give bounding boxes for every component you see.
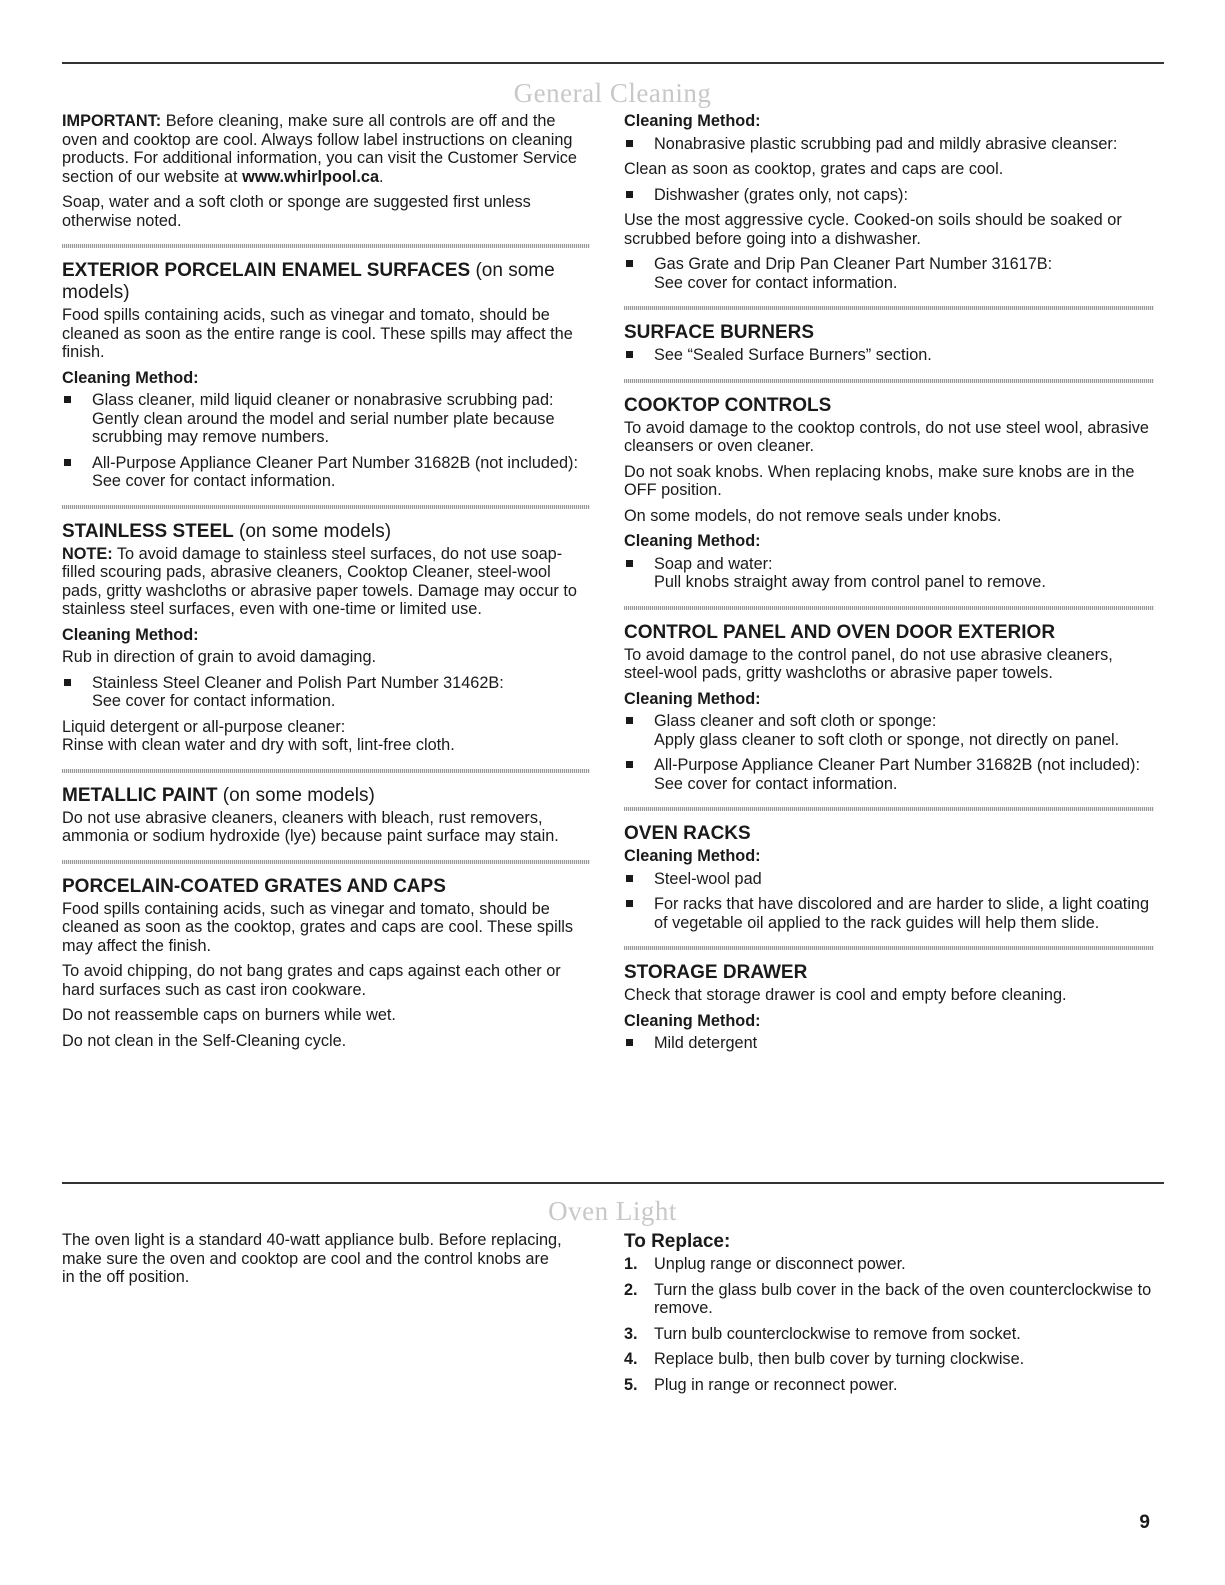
step-text: Turn bulb counterclockwise to remove from socket. bbox=[654, 1324, 1021, 1343]
divider bbox=[62, 860, 590, 864]
item-text: Nonabrasive plastic scrubbing pad and mildly abrasive cleanser: bbox=[654, 134, 1118, 153]
bullet-icon bbox=[626, 761, 633, 768]
exterior-heading bbox=[62, 260, 590, 304]
bullet-icon bbox=[626, 717, 633, 724]
note-label: NOTE: bbox=[62, 544, 113, 563]
stainless-heading bbox=[62, 521, 590, 543]
website-link[interactable]: www.whirlpool.ca bbox=[242, 167, 380, 186]
item-text: See “Sealed Surface Burners” section. bbox=[654, 346, 932, 364]
exterior-text: Food spills containing acids, such as vinegar and tomato, should be cleaned as soon as the entire range is cool. These spills may affect the finish. bbox=[62, 306, 573, 361]
important-paragraph bbox=[62, 112, 590, 186]
soap-paragraph: Soap, water and a soft cloth or sponge are suggested first unless otherwise noted. bbox=[62, 193, 531, 230]
step-item bbox=[624, 1350, 1154, 1369]
liquid-line: Liquid detergent or all-purpose cleaner: bbox=[62, 717, 346, 736]
list-item bbox=[62, 454, 590, 491]
porcelain-grates-heading: PORCELAIN-COATED GRATES AND CAPS bbox=[62, 875, 446, 897]
grates-text-1: Food spills containing acids, such as vinegar and tomato, should be cleaned as soon as the cooktop, grates and caps are cool. These spills may affect the finish. bbox=[62, 899, 574, 955]
grates-text-3: Do not reassemble caps on burners while wet. bbox=[62, 1006, 396, 1024]
list-item bbox=[624, 186, 1154, 205]
list-item bbox=[624, 555, 1154, 592]
item-text: Dishwasher (grates only, not caps): bbox=[654, 185, 908, 204]
general-cleaning-title: General Cleaning bbox=[513, 78, 712, 108]
note-text: To avoid damage to stainless steel surfaces, do not use soap-filled scouring pads, abrasive cleaners, Cooktop Cleaner, steel-wool pads, gritty washcloths or abrasive paper towels. Damage may occur to stainless steel surfaces, even with one-time or limited use. bbox=[62, 544, 577, 618]
step-number: 2. bbox=[624, 1280, 638, 1299]
bullet-icon bbox=[626, 351, 633, 358]
exterior-heading-bold: EXTERIOR PORCELAIN ENAMEL SURFACES bbox=[62, 260, 471, 281]
item-note: See cover for contact information. bbox=[654, 774, 898, 793]
item-note: Apply glass cleaner to soft cloth or sponge, not directly on panel. bbox=[654, 730, 1120, 749]
list-item bbox=[624, 756, 1154, 793]
list-item bbox=[62, 391, 590, 447]
step-text: Plug in range or reconnect power. bbox=[654, 1375, 898, 1394]
list-item bbox=[624, 712, 1154, 749]
item-note: See cover for contact information. bbox=[92, 692, 336, 710]
step-item bbox=[624, 1325, 1154, 1344]
rub-text: Rub in direction of grain to avoid damaging. bbox=[62, 648, 377, 666]
item-text: Gas Grate and Drip Pan Cleaner Part Number 31617B: bbox=[654, 255, 1053, 273]
bullet-icon bbox=[626, 875, 633, 882]
step-item bbox=[624, 1281, 1154, 1318]
list-item bbox=[624, 135, 1154, 154]
list-item bbox=[624, 870, 1154, 889]
bullet-icon bbox=[626, 1039, 633, 1046]
right-column bbox=[624, 112, 1154, 1060]
control-panel-method-label: Cleaning Method: bbox=[624, 689, 761, 708]
bullet-icon bbox=[64, 459, 71, 466]
metallic-heading-bold: METALLIC PAINT bbox=[62, 784, 218, 806]
replace-heading: To Replace: bbox=[624, 1231, 731, 1252]
surface-burners-heading: SURFACE BURNERS bbox=[624, 322, 815, 343]
list-item bbox=[624, 255, 1154, 292]
important-label: IMPORTANT: bbox=[62, 112, 162, 130]
left-column bbox=[62, 112, 590, 1057]
stainless-heading-bold: STAINLESS STEEL bbox=[62, 520, 234, 542]
replace-steps bbox=[624, 1255, 1154, 1394]
oven-light-left bbox=[62, 1231, 562, 1294]
step-item bbox=[624, 1255, 1154, 1274]
important-text: Before cleaning, make sure all controls are off and the oven and cooktop are cool. Always follow label instructions on cleaning products. For additional information, you can visit the Customer Service section of our website at bbox=[62, 112, 577, 186]
item-text: All-Purpose Appliance Cleaner Part Number 31682B (not included): bbox=[92, 453, 578, 472]
storage-method-label: Cleaning Method: bbox=[624, 1011, 761, 1030]
cooktop-method-label: Cleaning Method: bbox=[624, 532, 761, 550]
divider bbox=[624, 606, 1154, 610]
divider bbox=[624, 946, 1154, 950]
bullet-icon bbox=[626, 900, 633, 907]
metallic-heading bbox=[62, 785, 590, 807]
cooktop-text-2: Do not soak knobs. When replacing knobs, make sure knobs are in the OFF position. bbox=[624, 462, 1135, 499]
bullet-icon bbox=[64, 679, 71, 686]
control-panel-heading: CONTROL PANEL AND OVEN DOOR EXTERIOR bbox=[624, 621, 1056, 643]
divider bbox=[624, 306, 1154, 310]
liquid-text bbox=[62, 718, 590, 755]
control-panel-text: To avoid damage to the control panel, do not use abrasive cleaners, steel-wool pads, gritty washcloths or abrasive paper towels. bbox=[624, 645, 1113, 682]
divider bbox=[62, 769, 590, 773]
list-item bbox=[624, 895, 1154, 932]
cooktop-text-1: To avoid damage to the cooktop controls, do not use steel wool, abrasive cleansers or oven cleaner. bbox=[624, 418, 1149, 455]
bullet-icon bbox=[626, 191, 633, 198]
item-text: For racks that have discolored and are harder to slide, a light coating of vegetable oil applied to the rack guides will help them slide. bbox=[654, 895, 1150, 932]
list-item bbox=[624, 1034, 1154, 1053]
grates-text-4: Do not clean in the Self-Cleaning cycle. bbox=[62, 1031, 347, 1050]
step-text: Unplug range or disconnect power. bbox=[654, 1255, 906, 1273]
item-note: See cover for contact information. bbox=[92, 472, 336, 490]
oven-light-title: Oven Light bbox=[548, 1196, 677, 1226]
step-number: 3. bbox=[624, 1324, 638, 1343]
oven-racks-heading: OVEN RACKS bbox=[624, 823, 751, 844]
grates-text-2: To avoid chipping, do not bang grates and caps against each other or hard surfaces such as cast iron cookware. bbox=[62, 962, 561, 999]
oven-light-rule bbox=[62, 1182, 1164, 1184]
storage-drawer-heading: STORAGE DRAWER bbox=[624, 962, 808, 983]
item-text: Mild detergent bbox=[654, 1034, 758, 1052]
item-text: Stainless Steel Cleaner and Polish Part Number 31462B: bbox=[92, 673, 504, 692]
storage-text: Check that storage drawer is cool and empty before cleaning. bbox=[624, 986, 1067, 1004]
stainless-heading-light: (on some models) bbox=[233, 520, 392, 542]
website-end: . bbox=[379, 167, 384, 186]
page-number: 9 bbox=[1139, 1512, 1150, 1533]
step-text: Turn the glass bulb cover in the back of the oven counterclockwise to remove. bbox=[654, 1280, 1152, 1317]
oven-racks-method-label: Cleaning Method: bbox=[624, 847, 761, 865]
step-text: Replace bulb, then bulb cover by turning clockwise. bbox=[654, 1350, 1025, 1368]
item-note: Pull knobs straight away from control panel to remove. bbox=[654, 573, 1046, 591]
item-note: Use the most aggressive cycle. Cooked-on soils should be soaked or scrubbed before going into a dishwasher. bbox=[624, 211, 1122, 248]
exterior-heading-light: (on some models) bbox=[62, 260, 555, 303]
metallic-text: Do not use abrasive cleaners, cleaners with bleach, rust removers, ammonia or sodium hydroxide (lye) because paint surface may stain. bbox=[62, 808, 559, 845]
divider bbox=[62, 244, 590, 248]
divider bbox=[624, 379, 1154, 383]
item-note: See cover for contact information. bbox=[654, 273, 898, 292]
item-text: Glass cleaner and soft cloth or sponge: bbox=[654, 712, 937, 730]
item-note: Clean as soon as cooktop, grates and caps are cool. bbox=[624, 160, 1004, 178]
bullet-icon bbox=[626, 140, 633, 147]
item-text: Glass cleaner, mild liquid cleaner or nonabrasive scrubbing pad: bbox=[92, 391, 554, 409]
list-item bbox=[62, 674, 590, 711]
divider bbox=[624, 807, 1154, 811]
list-item bbox=[624, 346, 1154, 365]
oven-light-intro: The oven light is a standard 40-watt appliance bulb. Before replacing, make sure the oven and cooktop are cool and the control knobs are in the off position. bbox=[62, 1231, 562, 1286]
item-note: Gently clean around the model and serial number plate because scrubbing may remove numbers. bbox=[92, 409, 555, 446]
divider bbox=[62, 505, 590, 509]
bullet-icon bbox=[626, 560, 633, 567]
item-text: All-Purpose Appliance Cleaner Part Number 31682B (not included): bbox=[654, 756, 1140, 774]
step-item bbox=[624, 1376, 1154, 1395]
item-text: Steel-wool pad bbox=[654, 869, 762, 888]
metallic-heading-light: (on some models) bbox=[217, 784, 375, 806]
stainless-note bbox=[62, 545, 590, 619]
top-rule bbox=[62, 62, 1164, 64]
step-number: 4. bbox=[624, 1350, 638, 1368]
bullet-icon bbox=[64, 396, 71, 403]
oven-light-right bbox=[624, 1231, 1154, 1401]
step-number: 5. bbox=[624, 1375, 638, 1394]
stainless-method-label: Cleaning Method: bbox=[62, 625, 199, 644]
cooktop-controls-heading: COOKTOP CONTROLS bbox=[624, 394, 832, 416]
grates-method-label: Cleaning Method: bbox=[624, 112, 761, 130]
bullet-icon bbox=[626, 260, 633, 267]
step-number: 1. bbox=[624, 1255, 638, 1273]
rinse-line: Rinse with clean water and dry with soft, lint-free cloth. bbox=[62, 736, 455, 754]
cooktop-text-3: On some models, do not remove seals under knobs. bbox=[624, 506, 1002, 525]
item-text: Soap and water: bbox=[654, 554, 773, 573]
exterior-method-label: Cleaning Method: bbox=[62, 368, 199, 387]
